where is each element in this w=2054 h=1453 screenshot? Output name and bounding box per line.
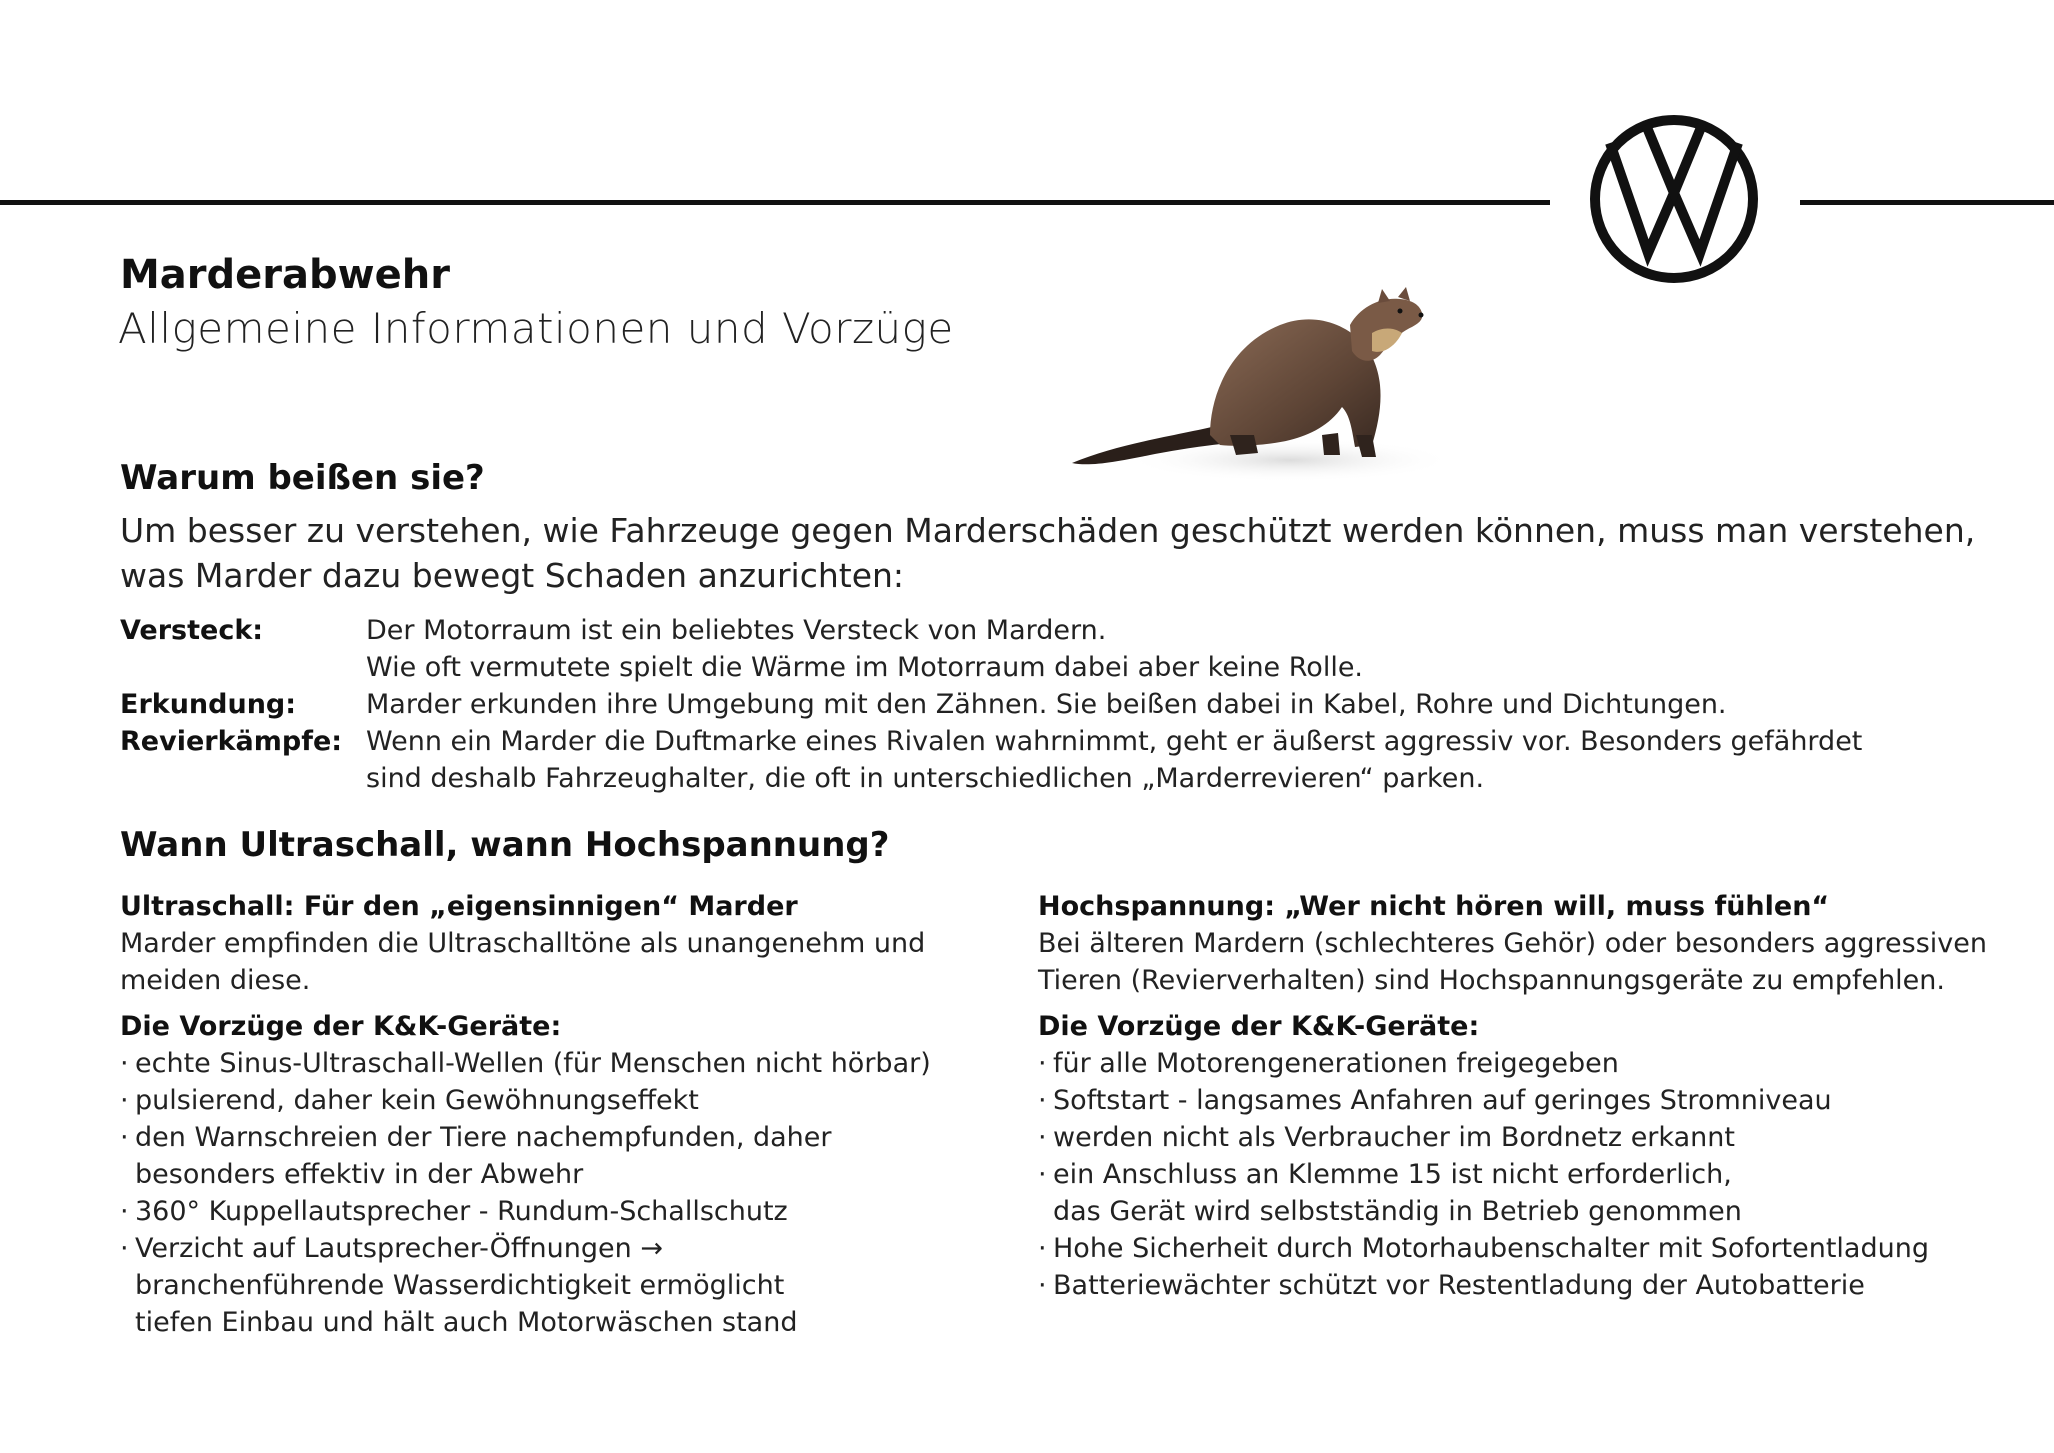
benefit-item xyxy=(1038,1156,1938,1230)
benefit-line: · Batteriewächter schützt vor Restentladung der Autobatterie xyxy=(1053,1270,1865,1301)
why-intro-line: Um besser zu verstehen, wie Fahrzeuge gegen Marderschäden geschützt werden können, muss man verstehen, xyxy=(120,511,1976,550)
benefit-line: das Gerät wird selbstständig in Betrieb genommen xyxy=(1053,1196,1742,1227)
benefit-line: · pulsierend, daher kein Gewöhnungseffekt xyxy=(135,1085,699,1116)
benefit-line: besonders effektiv in der Abwehr xyxy=(135,1159,584,1190)
benefit-item xyxy=(1038,1119,1938,1156)
column-title: Hochspannung: „Wer nicht hören will, muss fühlen“ xyxy=(1038,891,1830,922)
reason-line: sind deshalb Fahrzeughalter, die oft in unterschiedlichen „Marderrevieren“ parken. xyxy=(366,763,1485,794)
benefit-line: · ein Anschluss an Klemme 15 ist nicht erforderlich, xyxy=(1053,1159,1732,1190)
reason-item xyxy=(120,723,1980,797)
reason-term: Revierkämpfe: xyxy=(120,726,343,757)
benefit-line: · Softstart - langsames Anfahren auf geringes Stromniveau xyxy=(1053,1085,1832,1116)
reason-line: Marder erkunden ihre Umgebung mit den Zähnen. Sie beißen dabei in Kabel, Rohre und Dichtungen. xyxy=(366,689,1727,720)
benefit-item xyxy=(1038,1082,1938,1119)
column-text-line: meiden diese. xyxy=(120,965,311,996)
column-text-line: Marder empfinden die Ultraschalltöne als unangenehm und xyxy=(120,928,926,959)
benefit-item xyxy=(120,1119,1020,1193)
benefit-item xyxy=(1038,1045,1938,1082)
benefits-list xyxy=(1038,1045,1938,1304)
benefit-item xyxy=(1038,1267,1938,1304)
header-rule-left xyxy=(0,200,1550,205)
page-title: Marderabwehr xyxy=(120,252,450,298)
reason-term: Versteck: xyxy=(120,615,264,646)
benefit-line: · für alle Motorengenerationen freigegeben xyxy=(1053,1048,1619,1079)
benefit-line: branchenführende Wasserdichtigkeit ermöglicht xyxy=(135,1270,785,1301)
high-voltage-column xyxy=(1038,888,1987,1304)
benefit-line: tiefen Einbau und hält auch Motorwäschen stand xyxy=(135,1307,798,1338)
ultrasound-column xyxy=(120,888,1020,1341)
reason-description xyxy=(366,723,1862,797)
why-intro-line: was Marder dazu bewegt Schaden anzurichten: xyxy=(120,556,905,595)
benefit-line: · echte Sinus-Ultraschall-Wellen (für Menschen nicht hörbar) xyxy=(135,1048,931,1079)
reason-line: Der Motorraum ist ein beliebtes Versteck von Mardern. xyxy=(366,615,1107,646)
column-text-line: Bei älteren Mardern (schlechteres Gehör) oder besonders aggressiven xyxy=(1038,928,1987,959)
reason-line: Wenn ein Marder die Duftmarke eines Rivalen wahrnimmt, geht er äußerst aggressiv vor. Besonders gefährdet xyxy=(366,726,1863,757)
reason-item xyxy=(120,686,1980,723)
reason-line: Wie oft vermutete spielt die Wärme im Motorraum dabei aber keine Rolle. xyxy=(366,652,1364,683)
header-rule-right xyxy=(1800,200,2054,205)
benefit-line: · Verzicht auf Lautsprecher-Öffnungen → xyxy=(135,1233,663,1264)
benefit-item xyxy=(120,1082,1020,1119)
benefit-line: · werden nicht als Verbraucher im Bordnetz erkannt xyxy=(1053,1122,1735,1153)
benefit-item xyxy=(1038,1230,1938,1267)
benefits-title: Die Vorzüge der K&K-Geräte: xyxy=(120,1011,562,1042)
benefits-title: Die Vorzüge der K&K-Geräte: xyxy=(1038,1011,1480,1042)
vw-logo-icon xyxy=(1588,113,1760,285)
benefit-item xyxy=(120,1193,1020,1230)
reason-description xyxy=(366,686,1727,723)
benefit-line: · den Warnschreien der Tiere nachempfunden, daher xyxy=(135,1122,832,1153)
section-heading-why: Warum beißen sie? xyxy=(120,458,485,498)
benefit-item xyxy=(120,1230,1020,1341)
reasons-list xyxy=(120,612,1980,797)
benefit-line: · Hohe Sicherheit durch Motorhaubenschalter mit Sofortentladung xyxy=(1053,1233,1929,1264)
benefit-line: · 360° Kuppellautsprecher - Rundum-Schallschutz xyxy=(135,1196,788,1227)
reason-item xyxy=(120,612,1980,686)
why-intro xyxy=(120,508,1976,598)
reason-term: Erkundung: xyxy=(120,689,297,720)
benefits-list xyxy=(120,1045,1020,1341)
column-text xyxy=(1038,925,1987,999)
reason-description xyxy=(366,612,1363,686)
section-heading-when: Wann Ultraschall, wann Hochspannung? xyxy=(120,825,890,865)
benefit-item xyxy=(120,1045,1020,1082)
column-title: Ultraschall: Für den „eigensinnigen“ Marder xyxy=(120,891,798,922)
page-subtitle: Allgemeine Informationen und Vorzüge xyxy=(118,304,954,353)
column-text-line: Tieren (Revierverhalten) sind Hochspannungsgeräte zu empfehlen. xyxy=(1038,965,1945,996)
column-text xyxy=(120,925,1020,999)
marten-photo xyxy=(1060,285,1460,510)
